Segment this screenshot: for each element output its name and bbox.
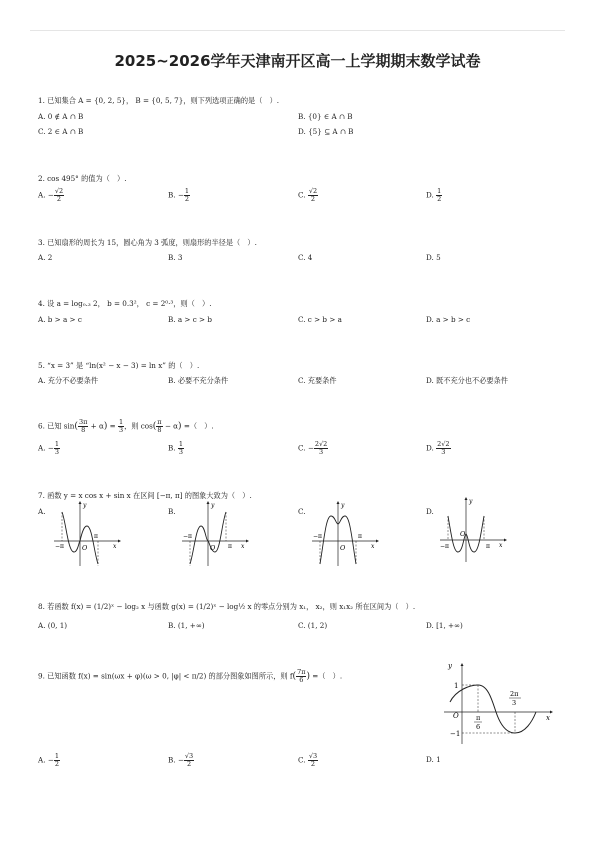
tick-label: 3 [512, 699, 517, 707]
q5-option-d: D. 既不充分也不必要条件 [426, 376, 508, 385]
q5-option-b: B. 必要不充分条件 [168, 376, 229, 385]
fraction [54, 188, 64, 203]
axis-label: y [448, 662, 452, 670]
option-label: C. [298, 190, 306, 200]
tick-label: −π [55, 543, 64, 550]
q1-option-c: C. 2 ∈ A ∩ B [38, 127, 84, 136]
fraction [436, 188, 442, 203]
numerator: √3 [308, 752, 318, 760]
tick-label: π [358, 533, 362, 540]
axis-label: x [241, 543, 245, 550]
stem-text: (ω > 0, |φ| < π/2) [142, 671, 207, 681]
question-5-stem: 5. “x = 3” 是 “ln(x² − x − 3) = ln x” 的（ ）. [38, 361, 200, 370]
option-label: B. [168, 755, 176, 765]
paren-close: ) [306, 671, 310, 682]
stem-text: ，则 cos [124, 421, 153, 431]
q7-option-a-label: A. [38, 507, 46, 516]
q7-graph-b [178, 500, 250, 568]
stem-text: 9. 已知函数 f(x) = sin(ωx + φ) [38, 671, 143, 681]
arrow-icon [461, 663, 464, 666]
numerator: √2 [54, 187, 64, 195]
q3-option-d: D. 5 [426, 253, 441, 262]
denominator: 2 [310, 760, 316, 768]
q9-option-b [168, 753, 194, 768]
arrow-icon [207, 501, 210, 504]
numerator: 3π [78, 418, 88, 426]
q1-option-a: A. 0 ∉ A ∩ B [38, 112, 84, 121]
numerator: 1 [184, 187, 190, 195]
paren-open: ( [74, 421, 78, 432]
axis-label: x [499, 542, 503, 549]
option-label: C. [298, 443, 306, 453]
question-2-stem: 2. cos 495° 的值为（ ）. [38, 174, 127, 183]
fraction [54, 441, 60, 456]
stem-text: 的部分图象如图所示，则 f [206, 671, 293, 681]
question-7-stem: 7. 函数 y = x cos x + sin x 在区间 [−π, π] 的图象大致为（ ）. [38, 491, 252, 500]
numerator: 1 [54, 440, 59, 448]
stem-text: = [107, 421, 118, 431]
fraction [184, 188, 190, 203]
tick-label: 2π [510, 690, 519, 698]
numerator: 1 [54, 752, 59, 760]
question-4-stem: 4. 设 a = log₀.₃ 2， b = 0.3²， c = 2⁰·³，则（ ）. [38, 299, 212, 308]
q3-option-b: B. 3 [168, 253, 183, 262]
option-label: D. [426, 190, 434, 200]
minus-sign: − [47, 190, 54, 200]
minus-sign: − [307, 443, 314, 453]
q2-option-d [426, 188, 442, 203]
axis-label: x [113, 543, 117, 550]
q4-option-d: D. a > b > c [426, 315, 471, 324]
axis-label: y [469, 498, 473, 505]
numerator: 1 [437, 187, 442, 195]
q2-option-b [168, 188, 190, 203]
q9-option-d: D. 1 [426, 755, 441, 764]
q5-option-a: A. 充分不必要条件 [38, 376, 99, 385]
fraction [178, 441, 184, 456]
arrow-icon [118, 540, 121, 543]
numerator: π [157, 418, 162, 426]
origin-label: O [210, 544, 216, 552]
numerator: 7π [297, 668, 306, 676]
denominator: 3 [54, 448, 59, 456]
arrow-icon [465, 497, 468, 500]
denominator: 3 [118, 426, 124, 434]
page-title: 2025~2026学年天津南开区高一上学期期末数学试卷 [114, 52, 481, 70]
q2-option-a [38, 188, 64, 203]
q7-option-d-label: D. [426, 507, 434, 516]
q7-option-b-label: B. [168, 507, 176, 516]
arrow-icon [550, 711, 553, 714]
origin-label: O [82, 544, 88, 552]
tick-label: −π [440, 543, 449, 550]
denominator: 3 [441, 448, 446, 456]
denominator: 2 [310, 195, 316, 203]
q3-option-a: A. 2 [38, 253, 53, 262]
paren-open: ( [292, 671, 297, 682]
q7-graph-a [50, 500, 122, 568]
curve [450, 685, 536, 733]
option-label: B. [168, 190, 176, 200]
tick-label: π [228, 543, 232, 550]
top-rule [30, 30, 565, 31]
numerator: √2 [308, 187, 318, 195]
arrow-icon [246, 540, 249, 543]
numerator: √3 [184, 752, 194, 760]
q4-option-b: B. a > c > b [168, 315, 212, 324]
axis-label: y [341, 502, 345, 509]
numerator: 1 [178, 440, 184, 448]
q1-option-d: D. {5} ⊆ A ∩ B [298, 127, 354, 136]
q3-option-c: C. 4 [298, 253, 313, 262]
q6-option-a [38, 441, 60, 456]
stem-text: − α [164, 421, 179, 431]
origin-label: O [460, 530, 466, 538]
denominator: 2 [186, 760, 192, 768]
q6-option-c [298, 441, 328, 456]
q8-option-c: C. (1, 2) [298, 621, 328, 630]
axis-label: y [83, 502, 87, 509]
fraction [54, 753, 60, 768]
option-label: A. [38, 190, 46, 200]
numerator: 1 [118, 418, 124, 426]
stem-text: + α [90, 421, 104, 431]
origin-label: O [340, 544, 346, 552]
arrow-icon [376, 540, 379, 543]
denominator: 8 [157, 426, 162, 434]
question-6-stem [38, 419, 214, 434]
q1-option-b: B. {0} ∈ A ∩ B [298, 112, 353, 121]
q5-option-c: C. 充要条件 [298, 376, 337, 385]
q7-graph-c [308, 500, 380, 568]
q9-option-c [298, 753, 318, 768]
denominator: 2 [54, 760, 59, 768]
denominator: 3 [319, 448, 324, 456]
q6-option-d [426, 441, 451, 456]
tick-label: 1 [454, 682, 459, 690]
tick-label: −π [183, 533, 192, 540]
tick-label: −1 [450, 730, 461, 738]
tick-label: 6 [476, 723, 481, 731]
tick-label: π [476, 714, 481, 722]
q9-graph [440, 660, 555, 748]
option-label: C. [298, 755, 306, 765]
minus-sign: − [177, 755, 184, 765]
fraction [296, 669, 306, 684]
paren-close: ) [178, 421, 182, 432]
fraction [184, 753, 194, 768]
arrow-icon [337, 501, 340, 504]
fraction [78, 419, 88, 434]
origin-label: O [453, 712, 459, 720]
denominator: 8 [81, 426, 86, 434]
axis-label: y [211, 502, 215, 509]
tick-label: π [486, 543, 490, 550]
paren-close: ) [103, 421, 108, 432]
minus-sign: − [177, 190, 184, 200]
denominator: 2 [184, 195, 190, 203]
numerator: 2√2 [314, 440, 328, 448]
arrow-icon [79, 501, 82, 504]
q2-option-c [298, 188, 318, 203]
numerator: 2√2 [437, 440, 450, 448]
denominator: 2 [56, 195, 62, 203]
denominator: 6 [299, 676, 304, 684]
q8-option-a: A. (0, 1) [38, 621, 68, 630]
option-label: A. [38, 755, 46, 765]
fraction [308, 188, 318, 203]
arrow-icon [504, 539, 507, 542]
denominator: 2 [437, 195, 442, 203]
question-3-stem: 3. 已知扇形的周长为 15，圆心角为 3 弧度，则扇形的半径是（ ）. [38, 238, 257, 247]
axis-label: x [371, 543, 375, 550]
axis-label: x [546, 714, 550, 722]
tick-label: π [94, 533, 98, 540]
minus-sign: − [47, 443, 54, 453]
q4-option-c: C. c > b > a [298, 315, 342, 324]
fraction [436, 441, 450, 456]
q9-option-a [38, 753, 60, 768]
q8-option-b: B. (1, +∞) [168, 621, 205, 630]
question-8-stem: 8. 若函数 f(x) = (1/2)ˣ − log₂ x 与函数 g(x) = (1/2)ˣ − log½ x 的零点分别为 x₁， x₂，则 x₁x₂ 所在区间为（ ）. [38, 602, 416, 611]
fraction [308, 753, 318, 768]
tick-label: −π [313, 533, 322, 540]
q4-option-a: A. b > a > c [38, 315, 82, 324]
question-1-stem: 1. 已知集合 A = {0, 2, 5}， B = {0, 5, 7}，则下列选项正确的是（ ）. [38, 96, 280, 105]
minus-sign: − [47, 755, 54, 765]
q7-option-c-label: C. [298, 507, 306, 516]
stem-text: 6. 已知 sin [38, 421, 75, 431]
option-label: B. [168, 443, 176, 453]
option-label: D. [426, 443, 434, 453]
q6-option-b [168, 441, 184, 456]
option-label: A. [38, 443, 46, 453]
stem-text: =（ ）. [310, 671, 343, 681]
question-9-stem [38, 669, 342, 684]
denominator: 3 [178, 448, 184, 456]
fraction [314, 441, 328, 456]
stem-text: =（ ）. [181, 421, 214, 431]
fraction [156, 419, 162, 434]
paren-open: ( [152, 421, 157, 432]
q7-graph-d [436, 496, 508, 564]
q8-option-d: D. [1, +∞) [426, 621, 463, 630]
